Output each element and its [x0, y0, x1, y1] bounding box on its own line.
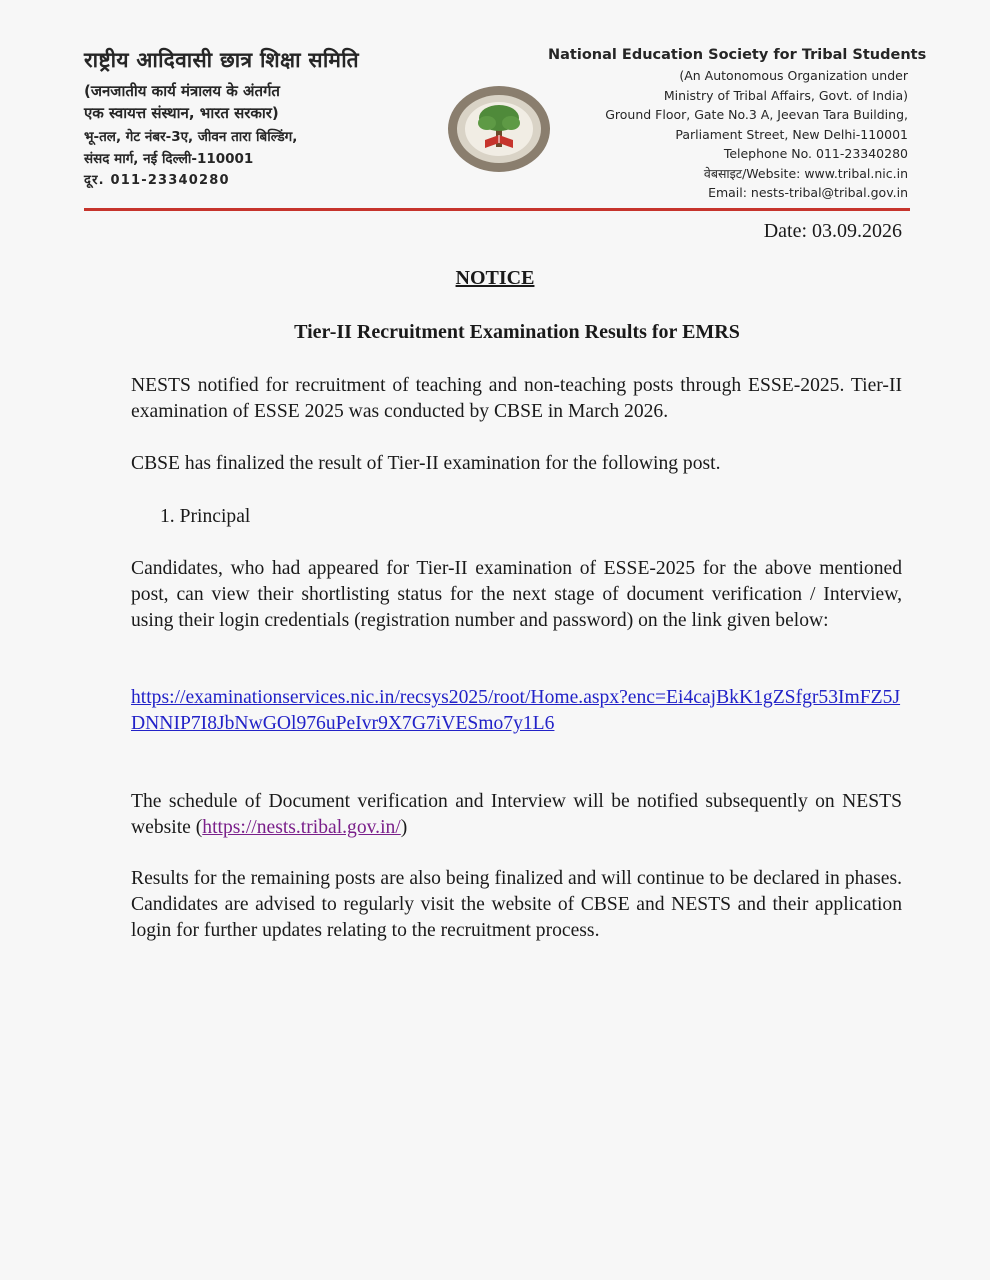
notice-subject: Tier-II Recruitment Examination Results for EMRS	[294, 321, 740, 343]
notice-heading-text: NOTICE	[455, 267, 535, 289]
paragraph-finalized: CBSE has finalized the result of Tier-II examination for the following post.	[131, 453, 721, 474]
hindi-line-4: संसद मार्ग, नई दिल्ली-110001	[84, 151, 254, 167]
english-telephone: Telephone No. 011-23340280	[723, 146, 908, 161]
paragraph-schedule	[131, 789, 902, 841]
english-org-name: National Education Society for Tribal Students	[548, 47, 927, 63]
english-line-1: (An Autonomous Organization under	[679, 68, 908, 83]
english-line-3: Ground Floor, Gate No.3 A, Jeevan Tara Building,	[605, 107, 908, 122]
english-website: वेबसाइट/Website: www.tribal.nic.in	[703, 165, 908, 181]
schedule-text-close: )	[400, 817, 408, 838]
hindi-line-1: (जनजातीय कार्य मंत्रालय के अंतर्गत	[84, 82, 280, 100]
hindi-line-2: एक स्वायत्त संस्थान, भारत सरकार)	[84, 104, 279, 122]
result-link[interactable]: https://examinationservices.nic.in/recsys2025/root/Home.aspx?enc=Ei4cajBkK1gZSfgr53ImFZ5JDNNIP7I8JbNwGOl976uPeIvr9X7G7iVESmo7y1L6	[131, 687, 901, 734]
hindi-line-5: दूर. 011-23340280	[84, 173, 230, 188]
nests-website-link[interactable]: https://nests.tribal.gov.in/	[202, 817, 401, 838]
paragraph-intro: NESTS notified for recruitment of teaching and non-teaching posts through ESSE-2025. Tier-II examination of ESSE 2025 was conducted by CBSE in March 2026.	[131, 375, 902, 422]
nests-logo	[447, 85, 551, 173]
hindi-line-3: भू-तल, गेट नंबर-3ए, जीवन तारा बिल्डिंग,	[84, 129, 298, 145]
notice-date: Date: 03.09.2026	[763, 220, 902, 242]
paragraph-candidates: Candidates, who had appeared for Tier-II examination of ESSE-2025 for the above mentioned post, can view their shortlisting status for the next stage of document verification / Interview, using their login credentials (registration number and password) on the link given below:	[131, 558, 902, 631]
english-line-2: Ministry of Tribal Affairs, Govt. of India)	[663, 87, 908, 103]
post-list-item: 1. Principal	[160, 506, 251, 527]
result-link-paragraph	[131, 685, 902, 737]
paragraph-remaining-results: Results for the remaining posts are also being finalized and will continue to be declared in phases. Candidates are advised to regularly visit the website of CBSE and NESTS and their application login for further updates relating to the recruitment process.	[131, 868, 902, 941]
english-email: Email: nests-tribal@tribal.gov.in	[708, 185, 908, 200]
notice-heading	[0, 267, 990, 290]
schedule-text: The schedule of Document verification and Interview will be notified subsequently on NESTS website (	[131, 791, 902, 838]
header-divider	[84, 208, 910, 211]
english-line-4: Parliament Street, New Delhi-110001	[675, 126, 908, 142]
hindi-org-name: राष्ट्रीय आदिवासी छात्र शिक्षा समिति	[84, 48, 359, 72]
hindi-letterhead	[84, 46, 464, 192]
english-letterhead	[548, 47, 927, 203]
